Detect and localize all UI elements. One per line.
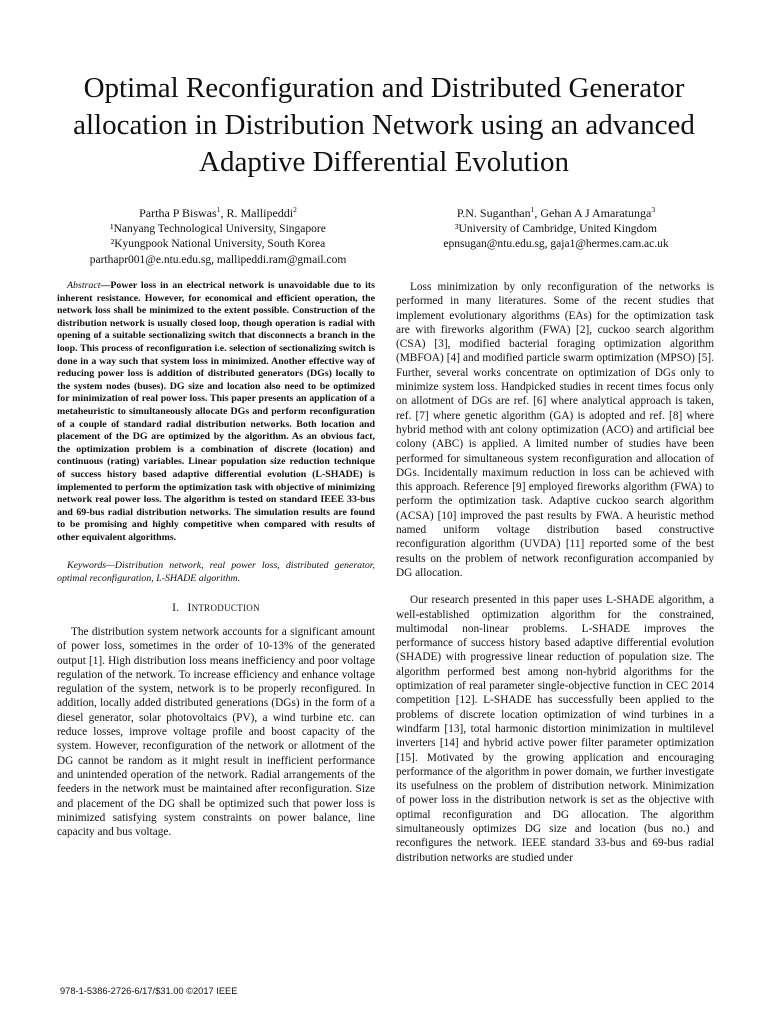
abstract-label: Abstract (67, 280, 101, 291)
affiliation-ntu: ¹Nanyang Technological University, Singapore (110, 222, 326, 235)
author-email-right: epnsugan@ntu.edu.sg, gaja1@hermes.cam.ac.uk (443, 238, 669, 250)
affiliation-cambridge: ³University of Cambridge, United Kingdom (455, 222, 657, 235)
keywords-label: Keywords (67, 560, 107, 572)
author-block-right (396, 206, 716, 253)
affiliation-knu: ²Kyungpook National University, South Korea (110, 238, 326, 250)
intro-paragraph-1: The distribution system network accounts for a significant amount of power loss, sometimes in the order of 10-13% of the generated output [1]. High distribution loss means inefficiency and poor voltage regulation of the network. To increase efficiency and enhance voltage regulation of the system, network is to be properly reconfigured. In addition, locally added distributed generations (DGs) in the form of a diesel generator, solar photovoltaics (PV), a wind turbine etc. can reduce losses, improve voltage profile and boost capacity of the system. However, reconfiguration of the network or allotment of the DG cannot be random as it might result in inefficient performance and unintended operation of the network. Radial arrangements of the feeders in the network must be maintained after reconfiguration. Size and placement of the DG shall be optimized such that power loss is minimized satisfying system constraints on power balance, line capacity and bus voltage. (57, 625, 375, 839)
copyright-footer: 978-1-5386-2726-6/17/$31.00 ©2017 IEEE (60, 986, 238, 996)
keywords (57, 560, 375, 585)
right-paragraph-2: Our research presented in this paper uses L-SHADE algorithm, a well-established optimization algorithm for the constrained, multimodal non-linear problems. L-SHADE improves the performance of success history based adaptive differential evolution (SHADE) with progressive linear reduction of population size. The algorithm performed best among non-hybrid algorithms for the optimization of real parameter single-objective function in CEC 2014 competition [12]. L-SHADE has successfully been applied to the problems of discrete location optimization of wind turbines in a windfarm [13], total harmonic distortion minimization in multilevel inverters [14] and hybrid active power filter parameter optimization [15]. Motivated by the growing application and encouraging performance of the algorithm in power domain, we further investigate its usefulness on the problem of distribution network. Minimization of power loss in the distribution network is set as the objective with optimal reconfiguration and DG allocation. The algorithm simultaneously optimizes DG size and location (bus no.) and reconfigures the network. IEEE standard 33-bus and 69-bus radial distribution networks are studied under (396, 594, 714, 864)
left-column (57, 280, 375, 839)
right-column (396, 280, 714, 865)
author-email-left: parthapr001@e.ntu.edu.sg, mallipeddi.ram@gmail.com (89, 253, 347, 266)
abstract (57, 280, 375, 544)
author-names-left: Partha P Biswas$^1$, R. Mallipeddi$^2$ (139, 205, 297, 220)
author-names-right: P.N. Suganthan$^1$, Gehan A J Amaratunga$^3$ (456, 205, 656, 220)
keywords-text: —Distribution network, real power loss, distributed generator, optimal reconfiguration, L-SHADE algorithm. (57, 560, 375, 585)
title-line-3: Adaptive Differential Evolution (199, 146, 569, 178)
abstract-text: —Power loss in an electrical network is unavoidable due to its inherent resistance. However, for economical and efficient operation, the network loss shall be minimized to the extent possible. Construction of the distribution network is usually closed loop, though operation is radial with opening of a suitable sectionalizing switch that disconnects a branch in the loop. This process of reconfiguration i.e. selection of sectionalizing switch is done in a way such that system loss in minimized. Another effective way of reducing power loss is addition of distributed generators (DGs) locally to the system nodes (buses). DG size and location also need to be optimized for minimization of real power loss. This paper presents an application of a metaheuristic to simultaneously allocate DGs and perform reconfiguration of a couple of standard radial distribution networks. Both location and placement of the DG are optimized by the algorithm. As an obvious fact, the optimization problem is a combination of discrete (location) and continuous (rating) variables. Linear population size reduction technique of success history based adaptive differential evolution (L-SHADE) is implemented to perform the optimization task with objective of minimizing network real power loss. The algorithm is tested on standard IEEE 33-bus and 69-bus radial distribution networks. The simulation results are found to be promising and highly competitive when compared with results of other equivalent algorithms. (57, 280, 375, 543)
paper-title (40, 70, 728, 181)
title-line-2: allocation in Distribution Network using an advanced (73, 109, 695, 141)
section-heading-introduction: I. INTRODUCTION (172, 601, 260, 614)
title-line-1: Optimal Reconfiguration and Distributed Generator (83, 72, 685, 104)
author-block-left (58, 206, 378, 268)
right-paragraph-1: Loss minimization by only reconfiguration of the networks is performed in many literatures. Some of the recent studies that implement evolutionary algorithms (EAs) for the optimization task are with fireworks algorithm (FWA) [2], cuckoo search algorithm (CSA) [3], modified bacterial foraging optimization algorithm (MBFOA) [4] and modified particle swarm optimization (MPSO) [5]. Further, several works concentrate on optimization of DGs only to minimize system loss. Handpicked studies in recent times focus only on allotment of DGs are ref. [6] where analytical approach is taken, ref. [7] where genetic algorithm (GA) is adopted and ref. [8] where hybrid method with ant colony optimization (ACO) and artificial bee colony (ABC) is applied. A limited number of studies have been performed for simultaneous system reconfiguration and allocation of DGs. Incidentally maximum reduction in loss can be achieved with this approach. Reference [9] employed fireworks algorithm (FWA) to perform the optimization task. Adaptive cuckoo search algorithm (ACSA) [10] improved the past results by FWA. A heuristic method named uniform voltage distribution based constructive reconfiguration algorithm (UVDA) [11] reported some of the best results on the problem of network reconfiguration accompanied by DG allocation. (396, 281, 714, 579)
